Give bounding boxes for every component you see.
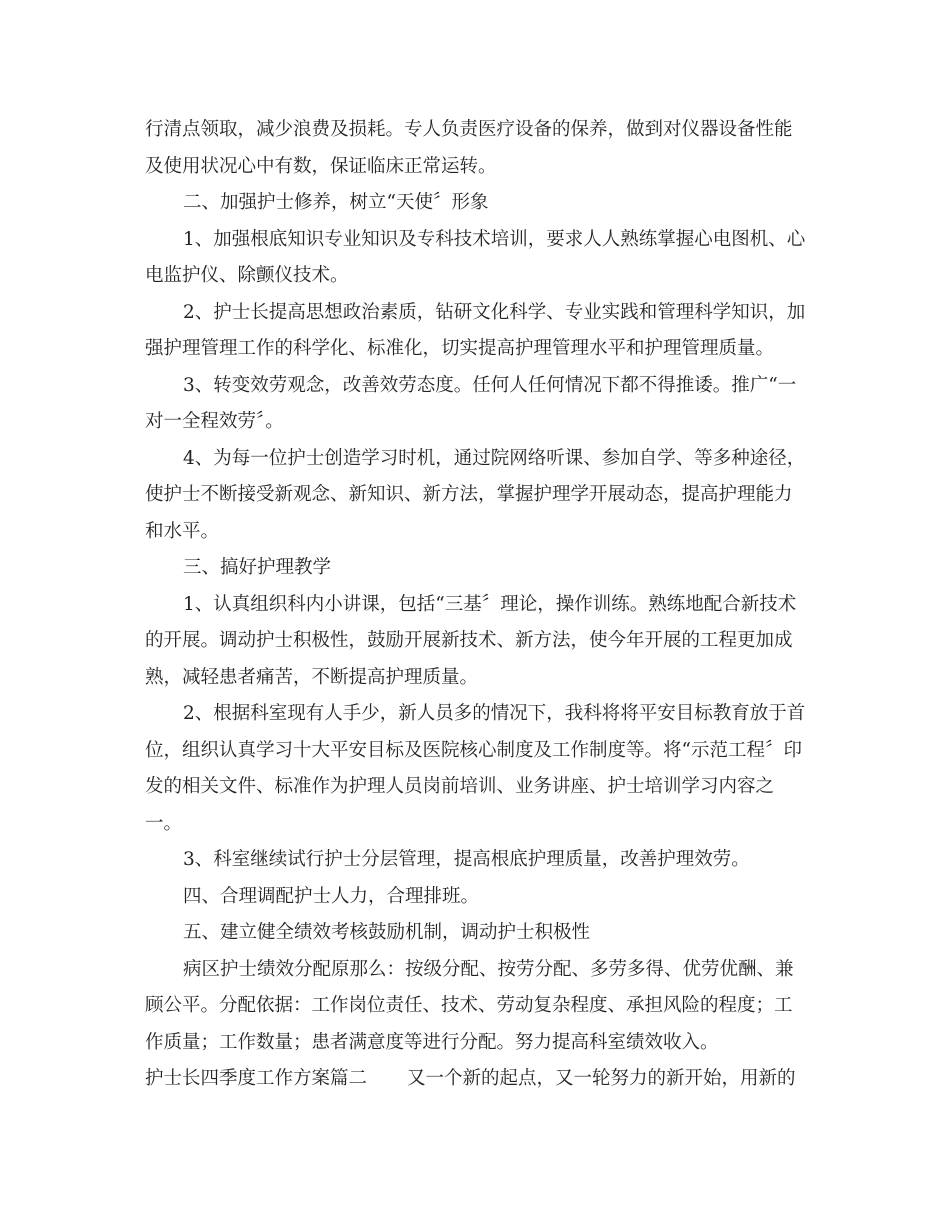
text-line: 熟，减轻患者痛苦，不断提高护理质量。: [145, 666, 479, 688]
list-item: 1、加强根底知识专业知识及专科技术培训，要求人人熟练掌握心电图机、心: [183, 228, 806, 250]
text-line: 顾公平。分配依据：工作岗位责任、技术、劳动复杂程度、承担风险的程度；工: [145, 995, 793, 1016]
text-line: 作质量；工作数量；患者满意度等进行分配。努力提高科室绩效收入。: [145, 1031, 719, 1053]
section-heading: 四、合理调配护士人力，合理排班。: [183, 885, 480, 907]
text-line: 使护士不断接受新观念、新知识、新方法，掌握护理学开展动态，提高护理能力: [145, 484, 793, 505]
text-line: 的开展。调动护士积极性，鼓励开展新技术、新方法，使今年开展的工程更加成: [145, 630, 793, 651]
text-line-last: [145, 1061, 813, 1098]
section-heading: 三、搞好护理教学: [183, 557, 332, 578]
list-item: 3、科室继续试行护士分层管理，提高根底护理质量，改善护理效劳。: [183, 849, 750, 870]
text-line: 对一全程效劳〞。: [145, 411, 284, 432]
section-heading: 五、建立健全绩效考核鼓励机制，调动护士积极性: [183, 922, 591, 943]
text-line: 一。: [145, 812, 183, 834]
article-heading: 护士长四季度工作方案篇二: [145, 1068, 368, 1089]
text-line: 及使用状况心中有数，保证临床正常运转。: [145, 155, 497, 177]
list-item: 2、护士长提高思想政治素质，钻研文化科学、专业实践和管理科学知识，加: [183, 301, 806, 323]
text-line: 发的相关文件、标准作为护理人员岗前培训、业务讲座、护士培训学习内容之: [145, 776, 775, 797]
list-item: 1、认真组织科内小讲课，包括“三基〞理论，操作训练。熟练地配合新技术: [183, 593, 797, 615]
continuation-text: 又一个新的起点，又一轮努力的新开始，用新的: [407, 1068, 796, 1089]
document-page: [145, 112, 813, 1098]
list-item: 2、根据科室现有人手少，新人员多的情况下，我科将将平安目标教育放于首: [183, 703, 806, 724]
section-heading: 二、加强护士修养，树立“天使〞形象: [183, 192, 489, 213]
text-line: 电监护仪、除颤仪技术。: [145, 265, 349, 286]
text-line: 和水平。: [145, 520, 220, 542]
text-line: 行清点领取，减少浪费及损耗。专人负责医疗设备的保养，做到对仪器设备性能: [145, 119, 793, 140]
list-item: 4、为每一位护士创造学习时机，通过院网络听课、参加自学、等多种途径，: [183, 447, 806, 469]
list-item: 3、转变效劳观念，改善效劳态度。任何人任何情况下都不得推诿。推广“一: [183, 374, 797, 396]
paragraph-start: 病区护士绩效分配原那么：按级分配、按劳分配、多劳多得、优劳优酬、兼: [183, 958, 794, 980]
text-line: 强护理管理工作的科学化、标准化，切实提高护理管理水平和护理管理质量。: [145, 338, 775, 359]
text-line: 位，组织认真学习十大平安目标及医院核心制度及工作制度等。将“示范工程〞印: [145, 739, 802, 761]
